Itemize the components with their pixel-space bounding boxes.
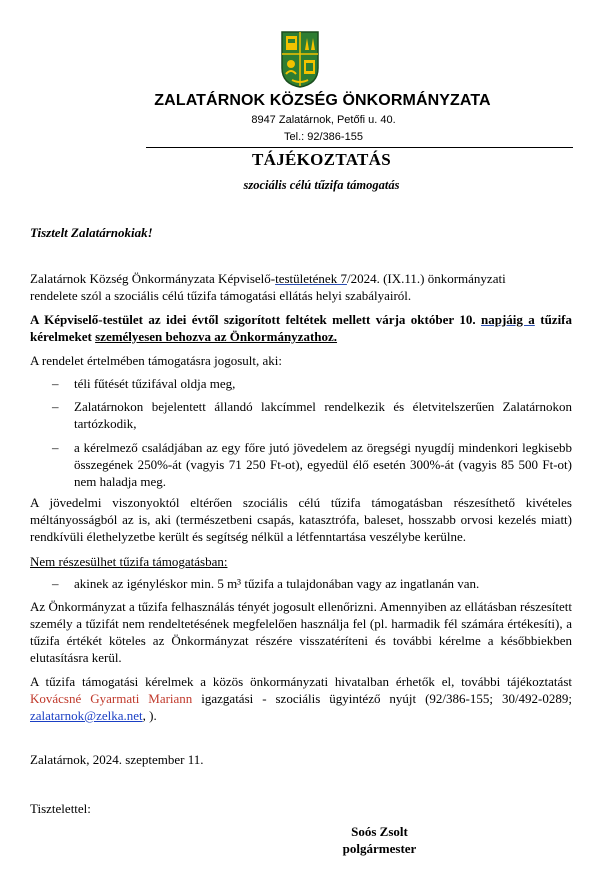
paragraph-eligibility-intro: A rendelet értelmében támogatásra jogosult, aki: bbox=[30, 353, 282, 368]
salutation: Tisztelt Zalatárnokiak! bbox=[30, 225, 153, 240]
list-item bbox=[30, 439, 572, 490]
signatory-role: polgármester bbox=[342, 841, 417, 856]
contact-email-link[interactable]: zalatarnok@zelka.net bbox=[30, 708, 143, 723]
paragraph-not-eligible bbox=[30, 553, 572, 570]
intro-text-a: Zalatárnok Község Önkormányzata Képviselő- bbox=[30, 271, 276, 286]
intro-text-b: testületének 7 bbox=[275, 271, 347, 286]
organization-address: 8947 Zalatárnok, Petőfi u. 40. bbox=[251, 114, 396, 126]
paragraph-contact bbox=[30, 673, 572, 724]
list-dash: – bbox=[52, 440, 59, 455]
deadline-text-a: A Képviselő-testület az idei évtől szigorított feltétek mellett várja október 10. bbox=[30, 312, 481, 327]
paragraph-intro-line2: rendelete szól a szociális célú tűzifa támogatási ellátás helyi szabályairól. bbox=[30, 288, 412, 303]
list-dash: – bbox=[52, 576, 59, 591]
paragraph-intro bbox=[30, 270, 572, 304]
closing-text: Tisztelettel: bbox=[30, 801, 91, 816]
paragraph-exception: A jövedelmi viszonyoktól eltérően szociális célú tűzifa támogatásban részesíthető kivételes méltányosságból az is, aki (természetbeni csapás, katasztrófa, baleset, hosszabb orvosi kezelés miatt) rendkívüli élethelyzetbe került és segítség nélkül a létfenntartása veszélybe kerülne. bbox=[30, 495, 572, 544]
contact-person-name: Kovácsné Gyarmati Mariann bbox=[30, 691, 193, 706]
signatory-name: Soós Zsolt bbox=[351, 824, 408, 839]
list-item-text: akinek az igényléskor min. 5 m³ tűzifa a tulajdonában vagy az ingatlanán van. bbox=[74, 576, 480, 591]
paragraph-deadline bbox=[30, 311, 572, 345]
municipal-crest-icon bbox=[280, 30, 320, 88]
contact-text-a: A tűzifa támogatási kérelmek a közös önkormányzati hivatalban érhetők el, további tájékoztatást bbox=[30, 674, 572, 689]
contact-text-c: , ). bbox=[142, 708, 157, 723]
contact-text-b: igazgatási - szociális ügyintéző nyújt (92/386-155; 30/492-0289; bbox=[192, 691, 572, 706]
list-item-text: Zalatárnokon bejelentett állandó lakcímmel rendelkezik és életvitelszerűen Zalatárnokon tartózkodik, bbox=[74, 399, 572, 431]
intro-text-c: /2024. (IX.11.) önkormányzati bbox=[346, 271, 506, 286]
document-subtitle: szociális célú tűzifa támogatás bbox=[243, 178, 400, 192]
organization-phone: Tel.: 92/386-155 bbox=[284, 131, 363, 143]
list-dash: – bbox=[52, 376, 59, 391]
list-item bbox=[30, 398, 572, 432]
list-item bbox=[30, 375, 572, 392]
paragraph-intro-line1 bbox=[30, 270, 572, 287]
deadline-text-b: napjáig a bbox=[480, 312, 535, 327]
deadline-text-d: személyesen behozva az Önkormányzathoz. bbox=[95, 329, 338, 344]
not-eligible-heading: Nem részesülhet tűzifa támogatásban: bbox=[30, 554, 228, 569]
list-item-text: a kérelmező családjában az egy főre jutó jövedelem az öregségi nyugdíj mindenkori legkisebb összegének 250%-át (vagyis 71 250 Ft-ot), egyedül élő esetén 300%-át (vagyis 85 500 Ft-ot) nem haladja meg. bbox=[74, 440, 572, 489]
list-item bbox=[30, 575, 572, 592]
date-line: Zalatárnok, 2024. szeptember 11. bbox=[30, 752, 204, 767]
header-divider bbox=[146, 147, 573, 148]
list-dash: – bbox=[52, 399, 59, 414]
paragraph-control: Az Önkormányzat a tűzifa felhasználás tényét jogosult ellenőrizni. Amennyiben az ellátásban részesített személy a tűzifát nem rendeltetésének megfelelően használja fel (pl. harmadik fél számára értékesíti), a tűzifa értékét köteles az Önkormányzat részére visszatéríteni és további kérelme a későbbiekben elutasításra kerül. bbox=[30, 599, 572, 665]
document-title: TÁJÉKOZTATÁS bbox=[251, 150, 391, 169]
list-item-text: téli fűtését tűzifával oldja meg, bbox=[74, 376, 236, 391]
organization-name: ZALATÁRNOK KÖZSÉG ÖNKORMÁNYZATA bbox=[154, 92, 491, 109]
deadline-text-c: tűzifa kérelmeket bbox=[30, 312, 573, 344]
